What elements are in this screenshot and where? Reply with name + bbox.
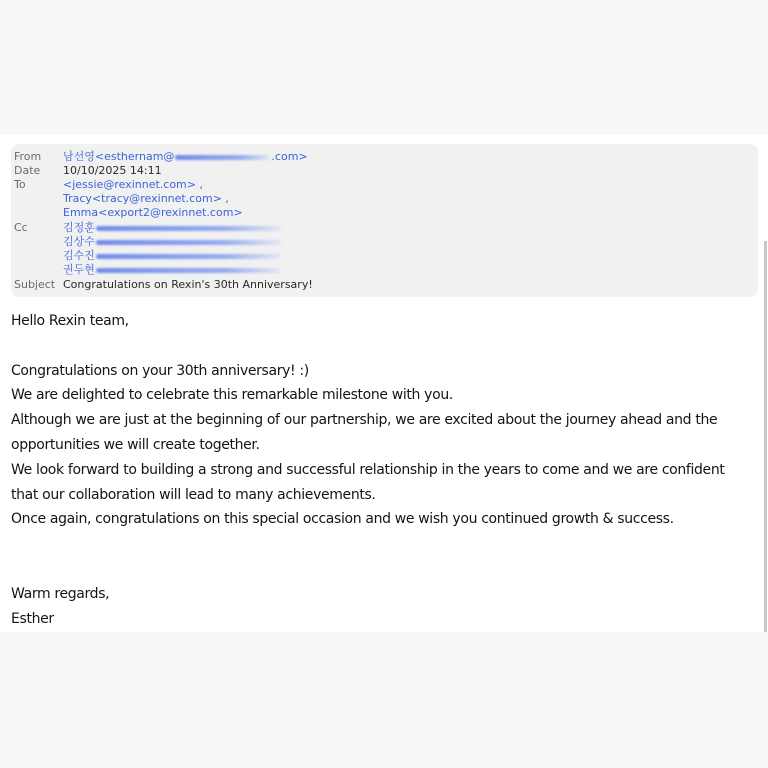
body-line: opportunities we will create together. — [11, 436, 260, 453]
blank-line — [11, 532, 756, 557]
from-label: From — [14, 150, 42, 163]
date-label: Date — [14, 164, 41, 177]
date-value: 10/10/2025 14:11 — [63, 164, 162, 177]
cc-recipient[interactable] — [63, 263, 281, 277]
body-line: We look forward to building a strong and successful relationship in the years to come and we are confident — [11, 461, 725, 478]
cc-name: 김정훈 — [63, 221, 95, 234]
cc-recipient[interactable] — [63, 249, 281, 263]
from-address-prefix: <esthernam@ — [94, 150, 175, 163]
cc-name: 김수진 — [63, 249, 95, 262]
redacted-address — [96, 268, 281, 273]
closing: Warm regards, — [11, 585, 110, 602]
to-recipient[interactable]: Emma<export2@rexinnet.com> — [63, 206, 243, 219]
blank-line — [11, 334, 756, 359]
body-line: We are delighted to celebrate this remarkable milestone with you. — [11, 387, 453, 404]
cc-name: 권두현 — [63, 263, 95, 276]
body-line: Once again, congratulations on this special occasion and we wish you continued growth & success. — [11, 511, 674, 528]
body-line: Congratulations on your 30th anniversary! :) — [11, 362, 309, 379]
from-name: 남선영 — [63, 150, 95, 163]
greeting: Hello Rexin team, — [11, 313, 129, 329]
redacted-domain — [175, 155, 270, 160]
from-address-suffix: .com> — [271, 150, 308, 163]
to-recipient[interactable]: Tracy<tracy@rexinnet.com> , — [63, 192, 229, 205]
body-line: Although we are just at the beginning of our partnership, we are excited about the journey ahead and the — [11, 412, 718, 429]
body-line: that our collaboration will lead to many achievements. — [11, 486, 376, 503]
cc-recipient[interactable] — [63, 221, 281, 235]
email-view — [0, 135, 768, 632]
from-sender[interactable] — [63, 150, 308, 164]
cc-label: Cc — [14, 221, 28, 234]
vertical-scrollbar[interactable] — [764, 241, 767, 632]
to-label: To — [14, 178, 26, 191]
email-header — [11, 144, 758, 297]
redacted-address — [96, 226, 281, 231]
signature: Esther — [11, 610, 54, 627]
redacted-address — [96, 254, 281, 259]
email-body — [11, 309, 756, 631]
redacted-address — [96, 240, 281, 245]
subject-label: Subject — [14, 278, 56, 291]
cc-recipient[interactable] — [63, 235, 281, 249]
subject-value: Congratulations on Rexin's 30th Anniversary! — [63, 278, 313, 291]
to-recipient[interactable]: <jessie@rexinnet.com> , — [63, 178, 203, 191]
cc-name: 김상수 — [63, 235, 95, 248]
blank-line — [11, 557, 756, 582]
